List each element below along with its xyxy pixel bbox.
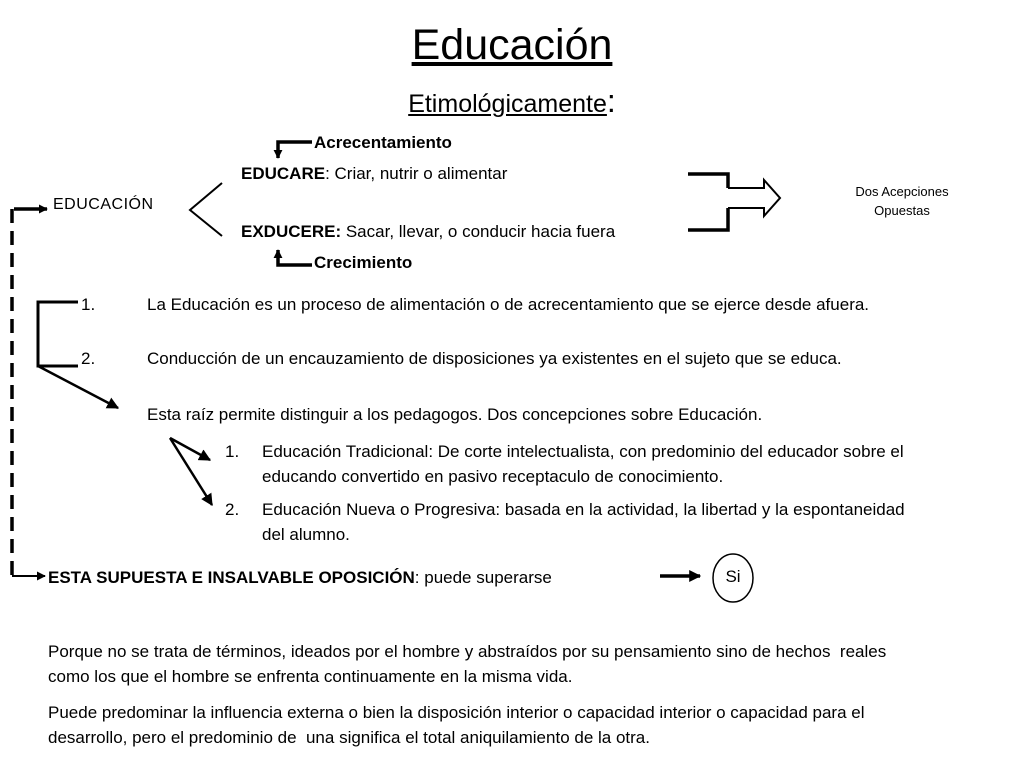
meaning-1-number: 1. (81, 295, 96, 314)
subtitle-text: Etimológicamente (408, 90, 607, 118)
acrecentamiento-label: Acrecentamiento (314, 133, 452, 152)
acepciones-arrow (728, 180, 780, 216)
conception-2-text: Educación Nueva o Progresiva: basada en la actividad, la libertad y la espontaneidad del alumno. (262, 500, 905, 544)
meaning-2-number: 2. (81, 349, 96, 368)
opposition-heading: ESTA SUPUESTA E INSALVABLE OPOSICIÓN (48, 568, 415, 587)
subtitle-colon: : (606, 83, 616, 119)
root-note: Esta raíz permite distinguir a los pedagogos. Dos concepciones sobre Educación. (147, 405, 763, 424)
educare-line (241, 164, 507, 184)
page-subtitle (0, 82, 1024, 120)
exducere-line (241, 222, 615, 242)
meaning-2-text: Conducción de un encauzamiento de disposiciones ya existentes en el sujeto que se educa. (147, 349, 842, 368)
conception-2-number: 2. (225, 500, 240, 519)
paragraph-2: Puede predominar la influencia externa o bien la disposición interior o capacidad interior o capacidad para el desarrollo, pero el predominio de una significa el total aniquilamiento de la otra. (48, 703, 870, 747)
acepciones-bracket-top (688, 174, 728, 188)
page-title: Educación (411, 21, 613, 69)
meanings-to-root-arrow (38, 366, 118, 408)
paragraph-1: Porque no se trata de términos, ideados por el hombre y abstraídos por su pensamiento sino de hechos reales como los que el hombre se enfrenta continuamente en la misma vida. (48, 642, 891, 686)
acrecentamiento-arrow (278, 142, 312, 158)
crecimiento-label: Crecimiento (314, 253, 413, 272)
opposition-answer: Si (725, 567, 741, 586)
conception-2-arrow (170, 438, 212, 505)
opposition-text: : puede superarse (414, 568, 552, 587)
meanings-bracket (38, 302, 78, 366)
acepciones-bracket-bottom (688, 208, 728, 230)
exducere-definition: Sacar, llevar, o conducir hacia fuera (341, 222, 616, 241)
conception-1-number: 1. (225, 442, 240, 461)
educacion-root-label: EDUCACIÓN (53, 196, 154, 213)
educare-term: EDUCARE (241, 164, 326, 183)
meaning-1-text: La Educación es un proceso de alimentación o de acrecentamiento que se ejerce desde afuera. (147, 295, 870, 314)
dos-acepciones-label: Dos Acepciones Opuestas (855, 184, 949, 218)
crecimiento-arrow (278, 250, 312, 265)
conception-1-text: Educación Tradicional: De corte intelectualista, con predominio del educador sobre el educando convertido en pasivo receptaculo de conocimiento. (262, 442, 904, 486)
educacion-fork (190, 183, 222, 236)
opposition-line (48, 568, 552, 588)
exducere-term: EXDUCERE: (241, 222, 342, 241)
educare-definition: : Criar, nutrir o alimentar (325, 164, 508, 183)
